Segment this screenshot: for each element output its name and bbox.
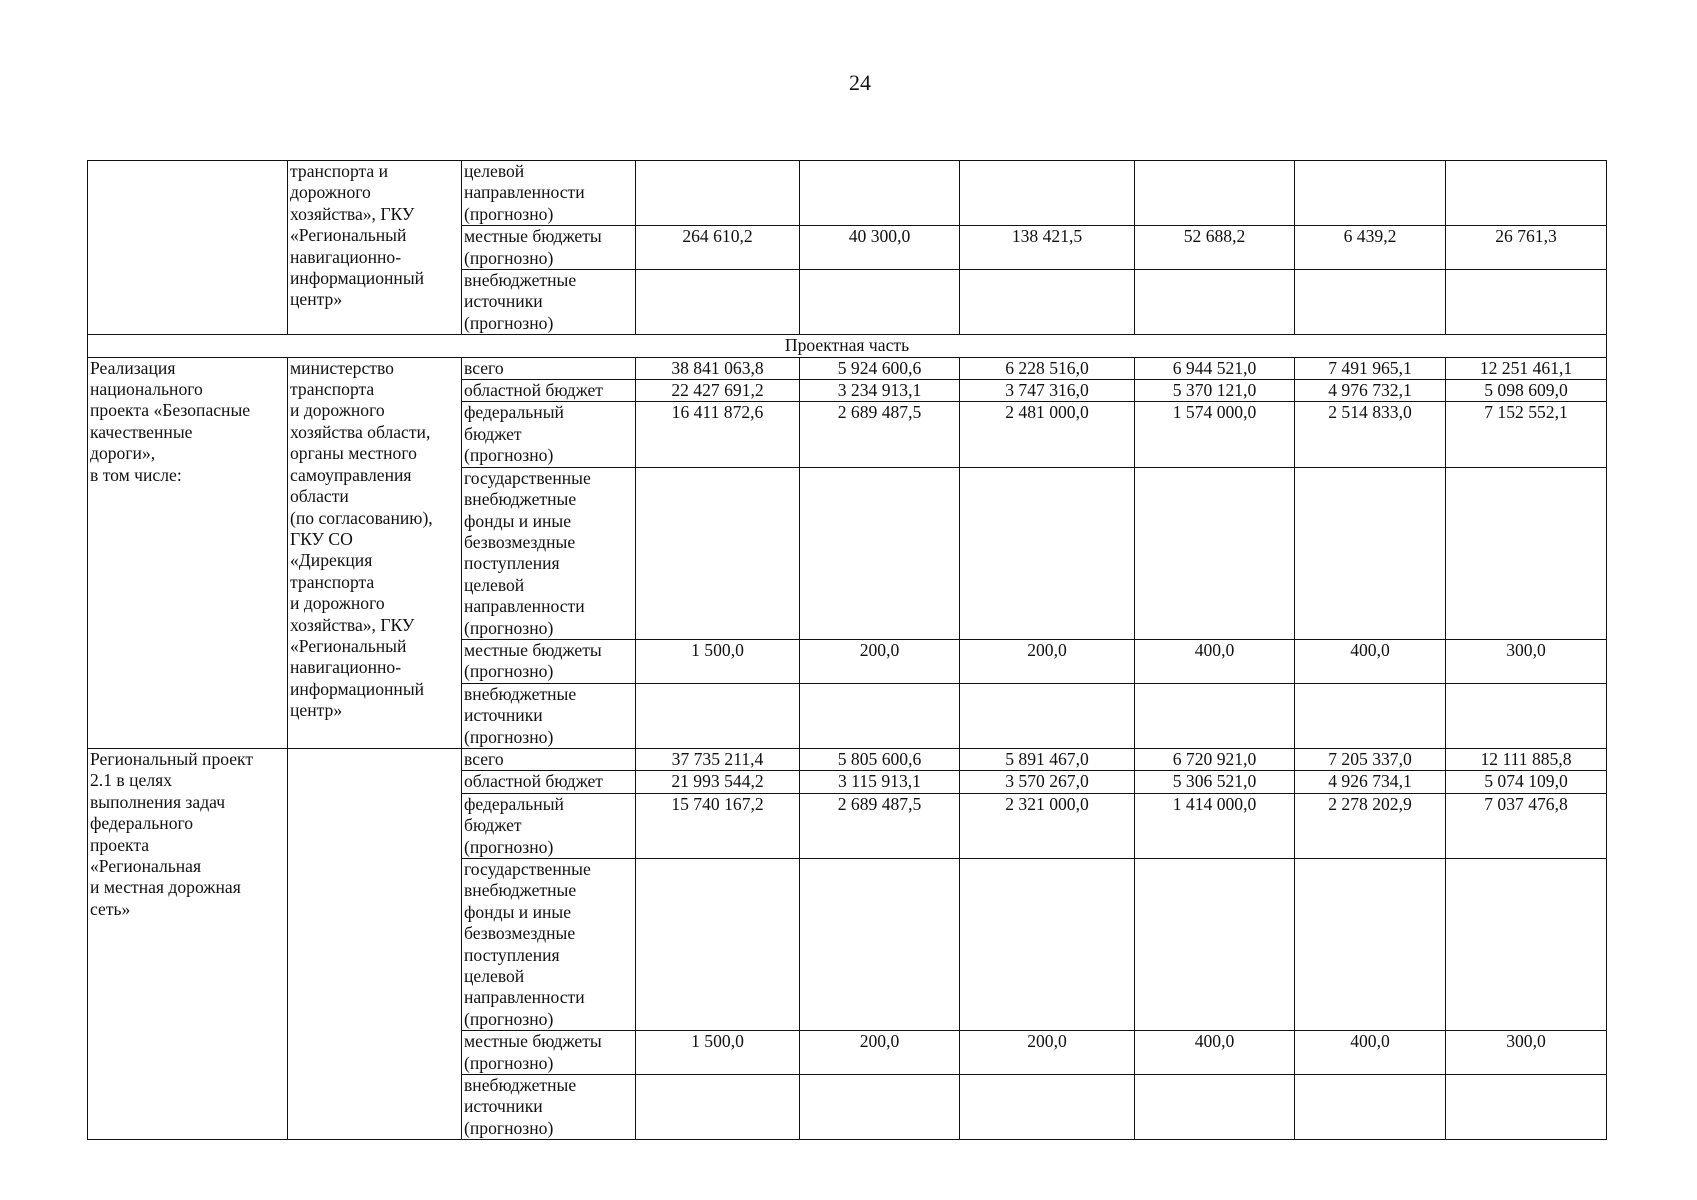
value-cell <box>1135 859 1295 1031</box>
value-cell: 400,0 <box>1135 639 1295 683</box>
value-cell: 2 514 833,0 <box>1295 402 1446 467</box>
value-cell: 6 944 521,0 <box>1135 357 1295 379</box>
value-cell: 3 234 913,1 <box>800 380 960 402</box>
value-cell-total: 37 735 211,4 <box>636 748 800 770</box>
value-cell: 5 924 600,6 <box>800 357 960 379</box>
value-cell: 7 152 552,1 <box>1446 402 1607 467</box>
value-cell <box>1135 1075 1295 1140</box>
value-cell-total: 1 500,0 <box>636 1031 800 1075</box>
value-cell-total <box>636 467 800 639</box>
value-cell <box>1446 467 1607 639</box>
value-cell: 5 074 109,0 <box>1446 771 1607 793</box>
value-cell: 26 761,3 <box>1446 226 1607 270</box>
source-cell: всего <box>462 357 636 379</box>
table-row <box>88 748 1607 770</box>
value-cell <box>960 859 1135 1031</box>
value-cell <box>1295 270 1446 335</box>
value-cell <box>1446 161 1607 226</box>
value-cell: 400,0 <box>1135 1031 1295 1075</box>
value-cell-total: 16 411 872,6 <box>636 402 800 467</box>
value-cell <box>1446 270 1607 335</box>
value-cell-total: 21 993 544,2 <box>636 771 800 793</box>
value-cell: 5 805 600,6 <box>800 748 960 770</box>
value-cell: 5 370 121,0 <box>1135 380 1295 402</box>
source-cell: государственные внебюджетные фонды и иные безвозмездные поступления целевой направленности (прогнозно) <box>462 859 636 1031</box>
source-cell: областной бюджет <box>462 771 636 793</box>
value-cell: 6 720 921,0 <box>1135 748 1295 770</box>
value-cell: 2 481 000,0 <box>960 402 1135 467</box>
value-cell <box>800 161 960 226</box>
responsible-cell <box>288 748 462 1139</box>
program-name-cell: Региональный проект 2.1 в целях выполнения задач федерального проекта «Региональная и местная дорожная сеть» <box>88 748 288 1139</box>
source-cell: всего <box>462 748 636 770</box>
responsible-cell: транспорта и дорожного хозяйства», ГКУ «Региональный навигационно- информационный центр» <box>288 161 462 335</box>
value-cell-total <box>636 859 800 1031</box>
value-cell: 12 111 885,8 <box>1446 748 1607 770</box>
value-cell-total <box>636 161 800 226</box>
value-cell-total: 22 427 691,2 <box>636 380 800 402</box>
value-cell <box>1295 859 1446 1031</box>
value-cell: 5 891 467,0 <box>960 748 1135 770</box>
source-cell: федеральный бюджет (прогнозно) <box>462 402 636 467</box>
section-header: Проектная часть <box>88 335 1607 357</box>
table-row <box>88 161 1607 226</box>
value-cell: 2 689 487,5 <box>800 793 960 858</box>
source-cell: местные бюджеты (прогнозно) <box>462 226 636 270</box>
table-row <box>88 357 1607 379</box>
value-cell: 4 926 734,1 <box>1295 771 1446 793</box>
responsible-cell: министерство транспорта и дорожного хозяйства области, органы местного самоуправления области (по согласованию), ГКУ СО «Дирекция транспорта и дорожного хозяйства», ГКУ «Региональный навигационно- информационный центр» <box>288 357 462 748</box>
source-cell: внебюджетные источники (прогнозно) <box>462 270 636 335</box>
value-cell <box>800 270 960 335</box>
page-number: 24 <box>849 70 871 95</box>
source-cell: местные бюджеты (прогнозно) <box>462 639 636 683</box>
value-cell <box>1135 270 1295 335</box>
value-cell <box>960 161 1135 226</box>
value-cell: 4 976 732,1 <box>1295 380 1446 402</box>
value-cell <box>1295 161 1446 226</box>
value-cell: 3 115 913,1 <box>800 771 960 793</box>
value-cell: 400,0 <box>1295 639 1446 683</box>
value-cell: 1 574 000,0 <box>1135 402 1295 467</box>
value-cell: 300,0 <box>1446 1031 1607 1075</box>
source-cell: федеральный бюджет (прогнозно) <box>462 793 636 858</box>
value-cell: 6 228 516,0 <box>960 357 1135 379</box>
value-cell: 7 205 337,0 <box>1295 748 1446 770</box>
value-cell-total: 38 841 063,8 <box>636 357 800 379</box>
value-cell: 5 306 521,0 <box>1135 771 1295 793</box>
value-cell: 2 689 487,5 <box>800 402 960 467</box>
value-cell: 200,0 <box>960 1031 1135 1075</box>
value-cell: 5 098 609,0 <box>1446 380 1607 402</box>
value-cell: 40 300,0 <box>800 226 960 270</box>
value-cell <box>960 1075 1135 1140</box>
value-cell: 3 570 267,0 <box>960 771 1135 793</box>
program-name-cell <box>88 161 288 335</box>
section-header-row <box>88 335 1607 357</box>
value-cell: 6 439,2 <box>1295 226 1446 270</box>
source-cell: внебюджетные источники (прогнозно) <box>462 1075 636 1140</box>
value-cell: 200,0 <box>800 639 960 683</box>
value-cell-total: 1 500,0 <box>636 639 800 683</box>
value-cell: 2 321 000,0 <box>960 793 1135 858</box>
value-cell <box>1135 467 1295 639</box>
value-cell <box>1446 683 1607 748</box>
value-cell: 200,0 <box>960 639 1135 683</box>
value-cell: 3 747 316,0 <box>960 380 1135 402</box>
value-cell <box>1135 683 1295 748</box>
value-cell: 52 688,2 <box>1135 226 1295 270</box>
value-cell: 1 414 000,0 <box>1135 793 1295 858</box>
source-cell: внебюджетные источники (прогнозно) <box>462 683 636 748</box>
value-cell <box>1446 859 1607 1031</box>
value-cell <box>1446 1075 1607 1140</box>
program-name-cell: Реализация национального проекта «Безопасные качественные дороги», в том числе: <box>88 357 288 748</box>
source-cell: областной бюджет <box>462 380 636 402</box>
value-cell-total: 15 740 167,2 <box>636 793 800 858</box>
value-cell-total <box>636 1075 800 1140</box>
value-cell: 400,0 <box>1295 1031 1446 1075</box>
value-cell-total: 264 610,2 <box>636 226 800 270</box>
value-cell <box>960 467 1135 639</box>
value-cell: 138 421,5 <box>960 226 1135 270</box>
value-cell <box>1135 161 1295 226</box>
value-cell <box>800 859 960 1031</box>
value-cell <box>1295 683 1446 748</box>
value-cell-total <box>636 270 800 335</box>
funding-table <box>87 160 1607 1140</box>
value-cell <box>1295 467 1446 639</box>
value-cell <box>800 683 960 748</box>
value-cell <box>960 683 1135 748</box>
value-cell: 200,0 <box>800 1031 960 1075</box>
value-cell-total <box>636 683 800 748</box>
source-cell: местные бюджеты (прогнозно) <box>462 1031 636 1075</box>
value-cell <box>1295 1075 1446 1140</box>
source-cell: целевой направленности (прогнозно) <box>462 161 636 226</box>
value-cell: 2 278 202,9 <box>1295 793 1446 858</box>
value-cell: 7 491 965,1 <box>1295 357 1446 379</box>
value-cell <box>960 270 1135 335</box>
value-cell: 12 251 461,1 <box>1446 357 1607 379</box>
value-cell: 7 037 476,8 <box>1446 793 1607 858</box>
value-cell: 300,0 <box>1446 639 1607 683</box>
value-cell <box>800 1075 960 1140</box>
source-cell: государственные внебюджетные фонды и иные безвозмездные поступления целевой направленности (прогнозно) <box>462 467 636 639</box>
value-cell <box>800 467 960 639</box>
